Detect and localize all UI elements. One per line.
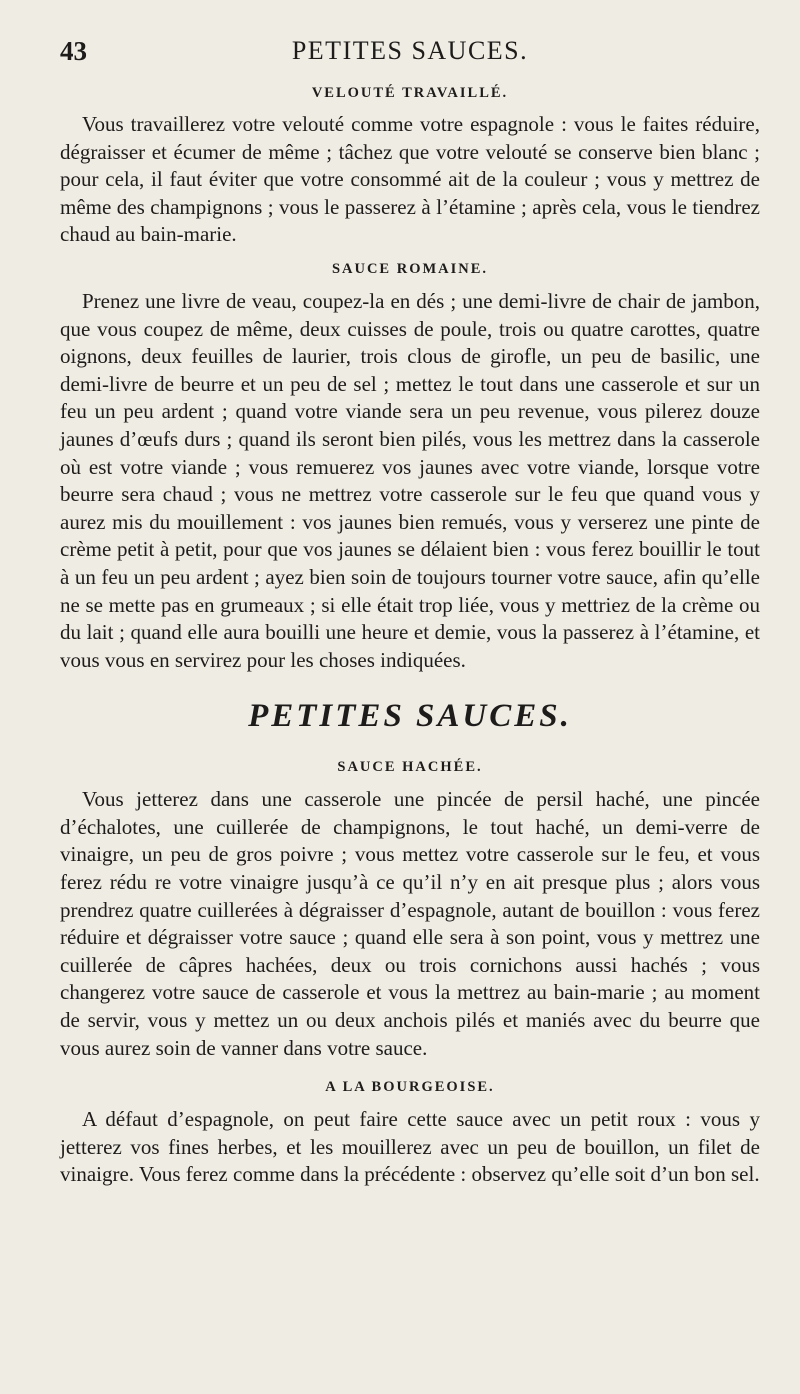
section-paragraph: Vous jetterez dans une casserole une pincée de persil haché, une pincée d’échalotes, une cuillerée de champignons, le tout haché, un demi-verre de vinaigre, un peu de gros poivre ; vous mettez votre casserole sur le feu, et vous ferez rédu re votre vinaigre jusqu’à ce qu’il n’y en ait presque plus ; alors vous prendrez quatre cuillerées à dégraisser d’espagnole, autant de bouillon : vous ferez réduire et dégraisser votre sauce ; quand elle sera à son point, vous y mettrez une cuillerée de câpres hachées, deux ou trois cornichons aussi hachés ; vous changerez votre sauce de casserole et vous la mettrez au bain-marie ; au moment de servir, vous y mettez un ou deux anchois pilés et maniés avec du beurre que vous aurez soin de vanner dans votre sauce. <box>60 787 760 1060</box>
page-number: 43 <box>60 36 87 66</box>
section-a-la-bourgeoise <box>60 1076 760 1189</box>
book-page <box>60 34 760 1189</box>
running-head <box>60 34 760 74</box>
section-sauce-romaine <box>60 258 760 674</box>
section-paragraph: Prenez une livre de veau, coupez-la en dés ; une demi-livre de chair de jambon, que vous coupez de même, deux cuisses de poule, trois ou quatre carottes, quatre oignons, deux feuilles de laurier, trois clous de girofle, un peu de basilic, une demi-livre de beurre et un peu de sel ; mettez le tout dans une casserole et sur un feu un peu ardent ; quand votre viande sera un peu revenue, vous pilerez douze jaunes d’œufs durs ; quand ils seront bien pilés, vous les mettrez dans la casserole où est votre viande ; vous remuerez vos jaunes avec votre viande, lorsque votre beurre sera chaud ; vous ne mettrez votre casserole sur le feu que quand vous y aurez mis du mouillement : vos jaunes bien remués, vous y verserez une pinte de crème petit à petit, pour que vos jaunes se délaient bien : vous ferez bouillir le tout à un feu un peu ardent ; ayez bien soin de toujours tourner votre sauce, afin qu’elle ne se mette pas en grumeaux ; si elle était trop liée, vous y mettriez de la crème ou du lait ; quand elle aura bouilli une heure et demie, vous la passerez à l’étamine, et vous vous en servirez pour les choses indiquées. <box>60 288 760 672</box>
section-heading: VELOUTÉ TRAVAILLÉ. <box>311 85 509 101</box>
section-paragraph: Vous travaillerez votre velouté comme votre espagnole : vous le faites réduire, dégraisser et écumer de même ; tâchez que votre velouté se conserve bien blanc ; pour cela, il faut éviter que votre consommé ait de la couleur ; vous y mettrez de même des champignons ; vous le passerez à l’étamine ; après cela, vous le tiendrez chaud au bain-marie. <box>60 112 760 247</box>
section-sauce-hachee <box>60 756 760 1062</box>
running-title: PETITES SAUCES. <box>291 36 529 65</box>
section-veloute-travaille <box>60 82 760 249</box>
section-heading: A LA BOURGEOISE. <box>325 1079 495 1096</box>
section-heading: SAUCE HACHÉE. <box>337 759 483 776</box>
section-heading: SAUCE ROMAINE. <box>331 260 489 277</box>
chapter-title: PETITES SAUCES. <box>248 698 572 735</box>
section-paragraph: A défaut d’espagnole, on peut faire cette sauce avec un petit roux : vous y jetterez vos fines herbes, et les mouillerez avec un peu de bouillon, un filet de vinaigre. Vous ferez comme dans la précédente : observez qu’elle soit d’un bon sel. <box>60 1107 760 1187</box>
